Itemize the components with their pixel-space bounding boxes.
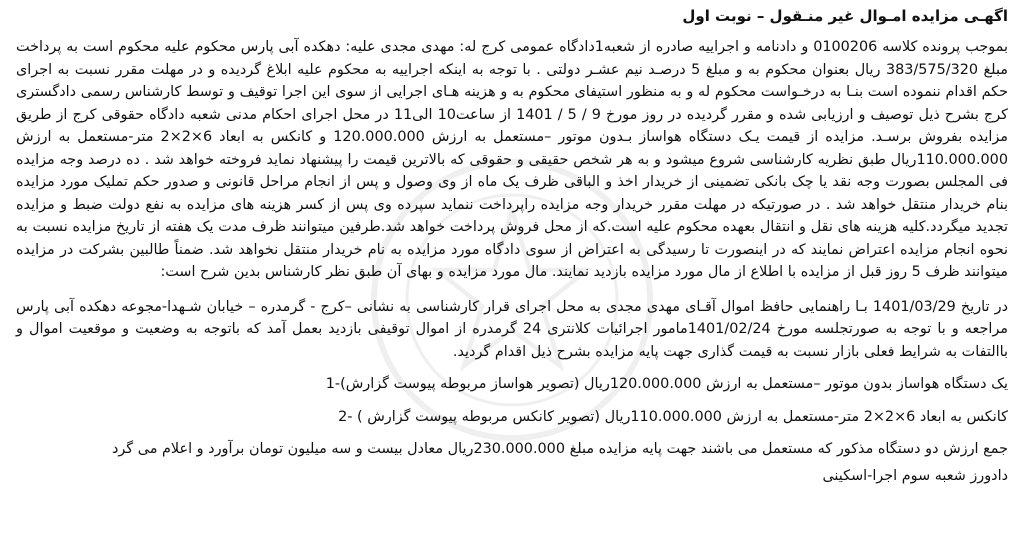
notice-paragraph-main: بموجب پرونده کلاسه 0100206 و دادنامه و اجراییه صادره از شعبه1دادگاه عمومی کرج له: مهدی مجدی علیه: دهکده آبی پارس محکوم علیه محکوم است به پرداخت مبلغ 383/575/320 ریال بعنوان محکوم به و مبلغ 5 درصـد نیم عشـر دولتی . با توجه به اینکه اجراییه به محکوم علیه ابلاغ گردیده و در مهلت مقرر نسبت به اجرای حکم اقدام ننموده است بنـا به درخـواست محکوم له و به منظور استیفای محکوم به و هزینه هـای اجرایی از سوی این اجرا توقیف و توسط کارشناس رسمی دادگستری کرج بشرح ذیل توصیف و ارزیابی شده و مقرر گردیده در روز مورخ 9 / 5 / 1401 از ساعت10 الی11 در محل اجرای احکام مدنی شعبه دادگاه حقوقی کرج از طریق مزایده بفروش برسـد. مزایده از قیمت یـک دستگاه هواساز بـدون موتور –مستعمل به ارزش 120.000.000 و کانکس به ابعاد 6×2×2 متر-مستعمل به ارزش 110.000.000ریال طبق نظریه کارشناسی شروع میشود و به هر شخص حقیقی و حقوقی که بالاترین قیمت را پیشنهاد نماید فروخته خواهد شد . ده درصد وجه مزایده فی المجلس بصورت وجه نقد یا چک بانکی تضمینی از خریدار اخذ و الباقی ظرف یک ماه از وی وصول و پس از انجام مراحل قانونی و صدور حکم تملیک مورد مزایده بنام خریدار منتقل خواهد شد . در صورتیکه در مهلت مقرر خریدار وجه مزایده راپرداخت ننماید سپرده وی پس از کسر هزینه های مزایده به نفع دولت ضبط و مزایده تجدید میگردد.کلیه هزینه های نقل و انتقال بعهده محکوم علیه است.که از محل فروش پرداخت خواهد شد.طرفین میتوانند ظرف مدت یک هفته از تاریخ مزایده نسبت به نحوه انجام مزایده اعتراض نمایند که در اینصورت تا رسیدگی به اعتراض از سوی دادگاه مورد مزایده به نام خریدار منتقل نخواهد شد. ضمناً طالبین بشرکت در مزایده میتوانند ظرف 5 روز قبل از مزایده با اطلاع از مال مورد مزایده بازدید نمایند. مال مورد مزایده و بهای آن طبق نظر کارشناس بدین شرح است: xyxy=(16,39,1009,280)
notice-paragraph-inspection: در تاریخ 1401/03/29 بـا راهنمایی حافظ اموال آقـای مهدی مجدی به محل اجرای قرار کارشناسی به نشانی –کرج - گرمدره – خیابان شـهدا-مجوعه دهکده آبی پارس مراجعه و با توجه به صورتجلسه مورخ 1401/02/24مامور اجرائیات کلانتری 24 گرمدره از اموال توقیفی بازدید بعمل آمد که باتوجه به وضعیت و موقعیت اموال و باالتفات به شرایط فعلی بازار نسبت به قیمت گذاری جهت پایه مزایده بشرح ذیل اقدام گردید. xyxy=(16,298,1009,360)
notice-title: اگهـی مزایده امـوال غیر منـقول – نوبت اول xyxy=(682,7,1008,25)
list-item-container: کانکس به ابعاد 6×2×2 متر-مستعمل به ارزش 110.000.000ریال (تصویر کانکس مربوطه پیوست گزارش ) -2 xyxy=(338,408,1008,425)
auction-notice xyxy=(16,0,1008,552)
notice-signature: دادورز شعبه سوم اجرا-اسکینی xyxy=(822,467,1008,484)
notice-total: جمع ارزش دو دستگاه مذکور که مستعمل می باشند جهت پایه مزایده مبلغ 230.000.000ریال معادل بیست و سه میلیون تومان برآورد و اعلام می گرد xyxy=(111,441,1008,457)
list-item-air-handler: یک دستگاه هواساز بدون موتور –مستعمل به ارزش 120.000.000ریال (تصویر هواساز مربوطه پیوست گزارش)-1 xyxy=(325,376,1008,392)
